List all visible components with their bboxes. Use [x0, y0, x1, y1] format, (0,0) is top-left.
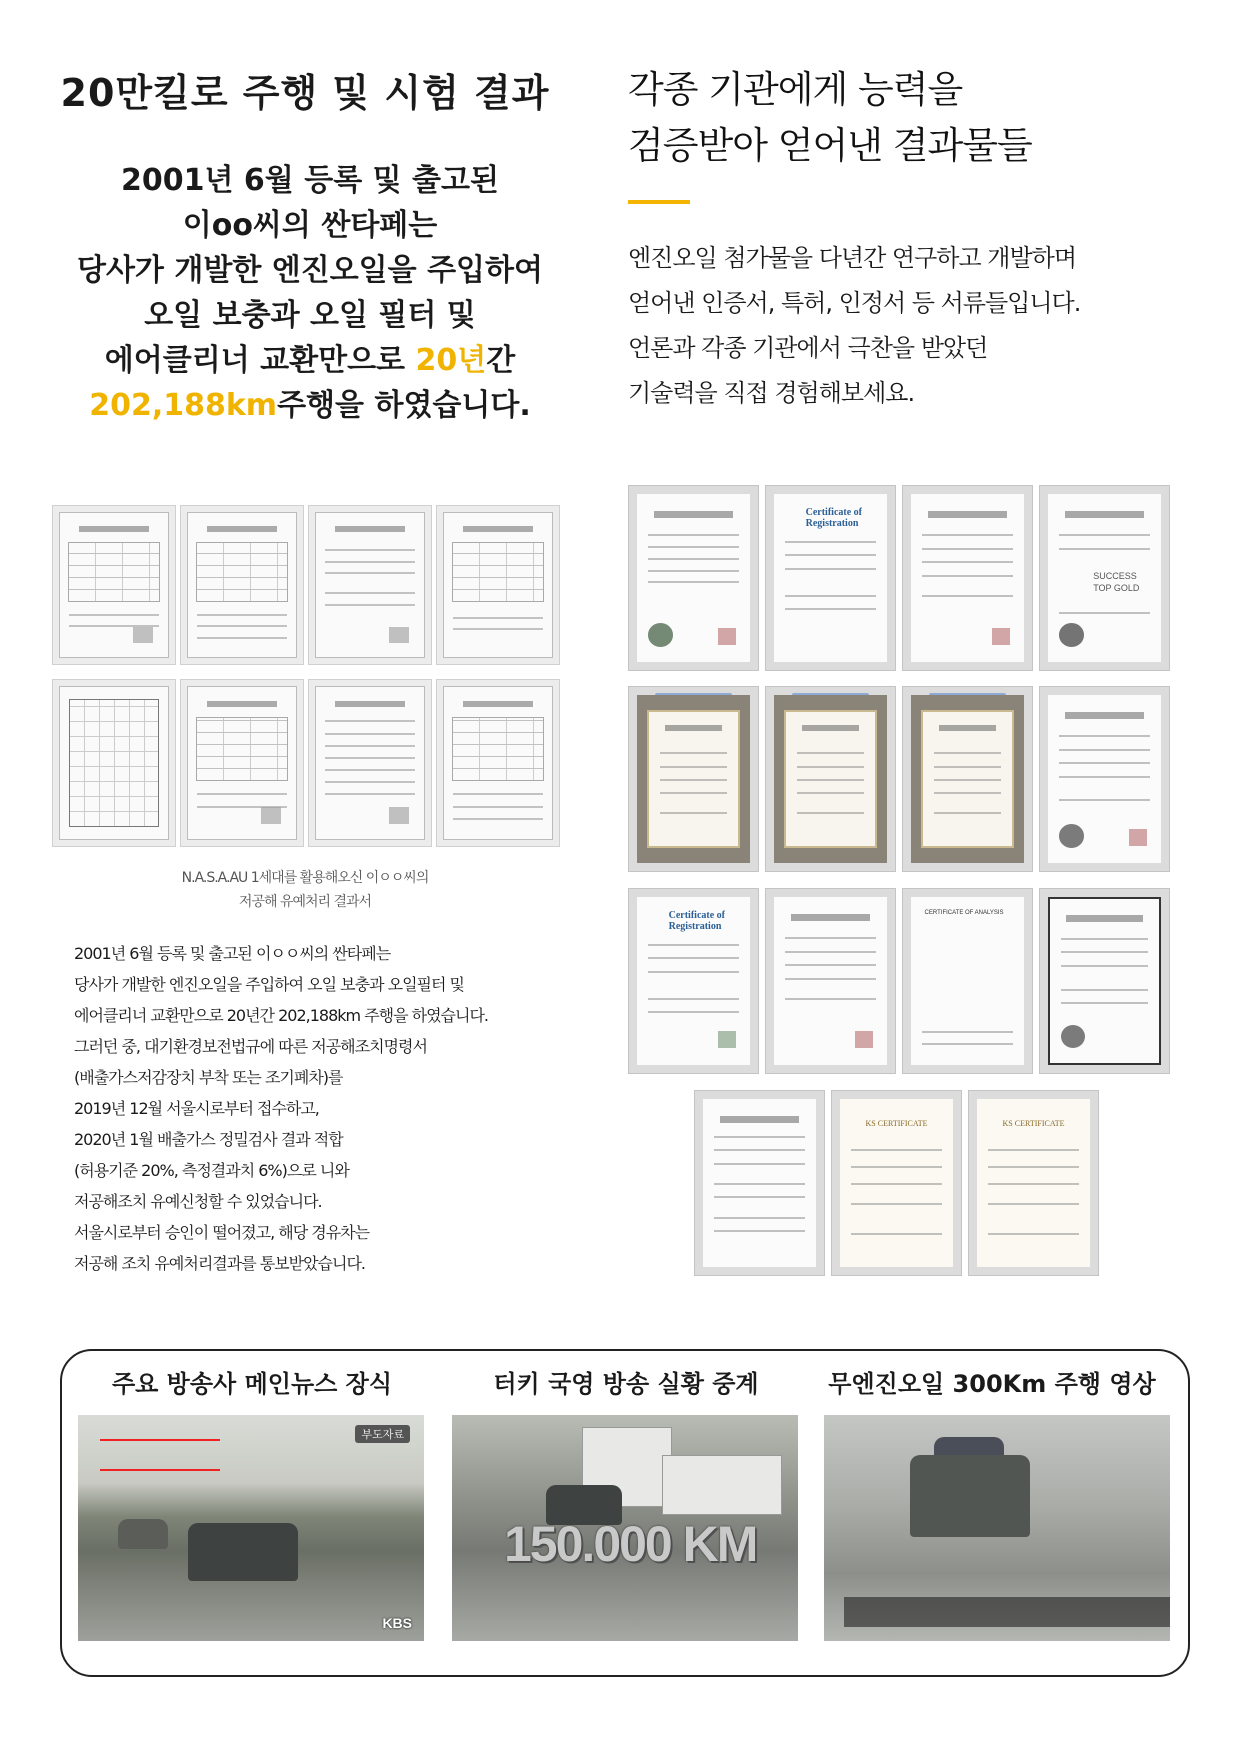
desc-line: 엔진오일 첨가물을 다년간 연구하고 개발하며 — [628, 244, 1077, 272]
document-thumbnail — [436, 679, 560, 847]
right-description — [628, 236, 1188, 416]
story-text — [74, 938, 574, 1279]
document-thumbnail — [180, 679, 304, 847]
document-thumbnail — [180, 505, 304, 665]
lead-line — [40, 383, 580, 428]
certificate-thumbnail — [1039, 485, 1170, 671]
news-video-thumbnail[interactable] — [78, 1415, 424, 1641]
lead-text: 주행을 하였습니다. — [277, 388, 531, 423]
document-thumbnail — [436, 505, 560, 665]
certificate-thumbnail — [765, 485, 896, 671]
media-label: 주요 방송사 메인뉴스 장식 — [111, 1370, 393, 1398]
certificate-thumbnail — [628, 888, 759, 1074]
story-line: 에어클리너 교환만으로 20년간 202,188km 주행을 하였습니다. — [74, 1006, 489, 1025]
framed-certificate — [902, 686, 1033, 872]
framed-certificate — [765, 686, 896, 872]
red-line — [100, 1469, 220, 1471]
lead-line: 이oo씨의 싼타페는 — [182, 208, 438, 243]
story-line: 그러던 중, 대기환경보전법규에 따른 저공해조치명령서 — [74, 1037, 427, 1056]
desc-line: 얻어낸 인증서, 특허, 인정서 등 서류들입니다. — [628, 289, 1081, 317]
left-lead — [40, 158, 580, 428]
left-title: 20만킬로 주행 및 시험 결과 — [60, 71, 550, 115]
car-shape — [118, 1519, 168, 1549]
broadcast-video-thumbnail[interactable] — [452, 1415, 798, 1641]
certificate-thumbnail — [628, 485, 759, 671]
media-label: 무엔진오일 300Km 주행 영상 — [828, 1370, 1156, 1398]
lead-line: 오일 보충과 오일 필터 및 — [144, 298, 476, 333]
document-thumbnail — [52, 679, 176, 847]
ks-certificate-title: KS CERTIFICATE — [1002, 1119, 1065, 1129]
driving-video-thumbnail[interactable] — [824, 1415, 1170, 1641]
caption-line: 저공해 유예처리 결과서 — [238, 894, 372, 910]
certificate-thumbnail — [902, 485, 1033, 671]
lead-text: 에어클리너 교환만으로 — [104, 343, 416, 378]
kbs-logo: KBS — [382, 1615, 412, 1631]
lead-text: 간 — [486, 343, 516, 378]
certificate-title: Certificate of Registration — [668, 910, 725, 933]
desc-line: 기술력을 직접 경험해보세요. — [628, 379, 915, 407]
right-title — [628, 62, 1188, 174]
certificate-thumbnail — [902, 888, 1033, 1074]
caption-line: N.A.S.A.AU 1세대를 활용해오신 이ㅇㅇ씨의 — [181, 870, 429, 886]
news-badge: 부도자료 — [355, 1425, 410, 1443]
certificate-thumbnail — [1039, 888, 1170, 1074]
right-title-line: 검증받아 얻어낸 결과물들 — [628, 124, 1032, 167]
media-label: 터키 국영 방송 실황 중계 — [493, 1370, 759, 1398]
certificate-title: Certificate of Registration — [805, 507, 862, 530]
document-thumbnail — [52, 505, 176, 665]
distance-overlay: 150.000 KM — [504, 1516, 757, 1572]
lead-line: 2001년 6월 등록 및 출고된 — [121, 163, 499, 198]
certificate-thumbnail — [765, 888, 896, 1074]
story-line: 서울시로부터 승인이 떨어졌고, 해당 경유차는 — [74, 1223, 370, 1242]
right-title-line: 각종 기관에게 능력을 — [628, 68, 963, 111]
story-line: (허용기준 20%, 측정결과치 6%)으로 니와 — [74, 1161, 349, 1180]
story-line: 2001년 6월 등록 및 출고된 이ㅇㅇ씨의 싼타페는 — [74, 944, 391, 963]
story-line: 2020년 1월 배출가스 정밀검사 결과 적합 — [74, 1130, 343, 1149]
certificate-thumbnail — [1039, 686, 1170, 872]
certificate-thumbnail — [831, 1090, 962, 1276]
truck-shape — [662, 1455, 782, 1515]
car-shape — [910, 1455, 1030, 1537]
ks-certificate-title: KS CERTIFICATE — [865, 1119, 928, 1129]
story-line: 2019년 12월 서울시로부터 접수하고, — [74, 1099, 319, 1118]
story-line: 당사가 개발한 엔진오일을 주입하여 오일 보충과 오일필터 및 — [74, 975, 465, 994]
certificate-thumbnail — [968, 1090, 1099, 1276]
highlight-years: 20년 — [415, 343, 487, 378]
story-line: 저공해 조치 유예처리결과를 통보받았습니다. — [74, 1254, 366, 1273]
story-line: (배출가스저감장치 부착 또는 조기폐차)를 — [74, 1068, 343, 1087]
success-text: SUCCESS TOP GOLD — [1093, 570, 1140, 593]
framed-certificate — [628, 686, 759, 872]
story-line: 저공해조치 유예신청할 수 있었습니다. — [74, 1192, 322, 1211]
desc-line: 언론과 각종 기관에서 극찬을 받았던 — [628, 334, 988, 362]
document-thumbnail — [308, 505, 432, 665]
car-shape — [188, 1523, 298, 1581]
highlight-distance: 202,188km — [89, 388, 278, 423]
red-line — [100, 1439, 220, 1441]
accent-divider — [628, 200, 690, 204]
certificate-thumbnail — [694, 1090, 825, 1276]
lead-line: 당사가 개발한 엔진오일을 주입하여 — [76, 253, 544, 288]
lead-line — [40, 338, 580, 383]
document-thumbnail — [308, 679, 432, 847]
subtitle-bar — [844, 1597, 1170, 1627]
analysis-title: CERTIFICATE OF ANALYSIS — [924, 910, 1004, 917]
documents-caption — [60, 866, 550, 914]
